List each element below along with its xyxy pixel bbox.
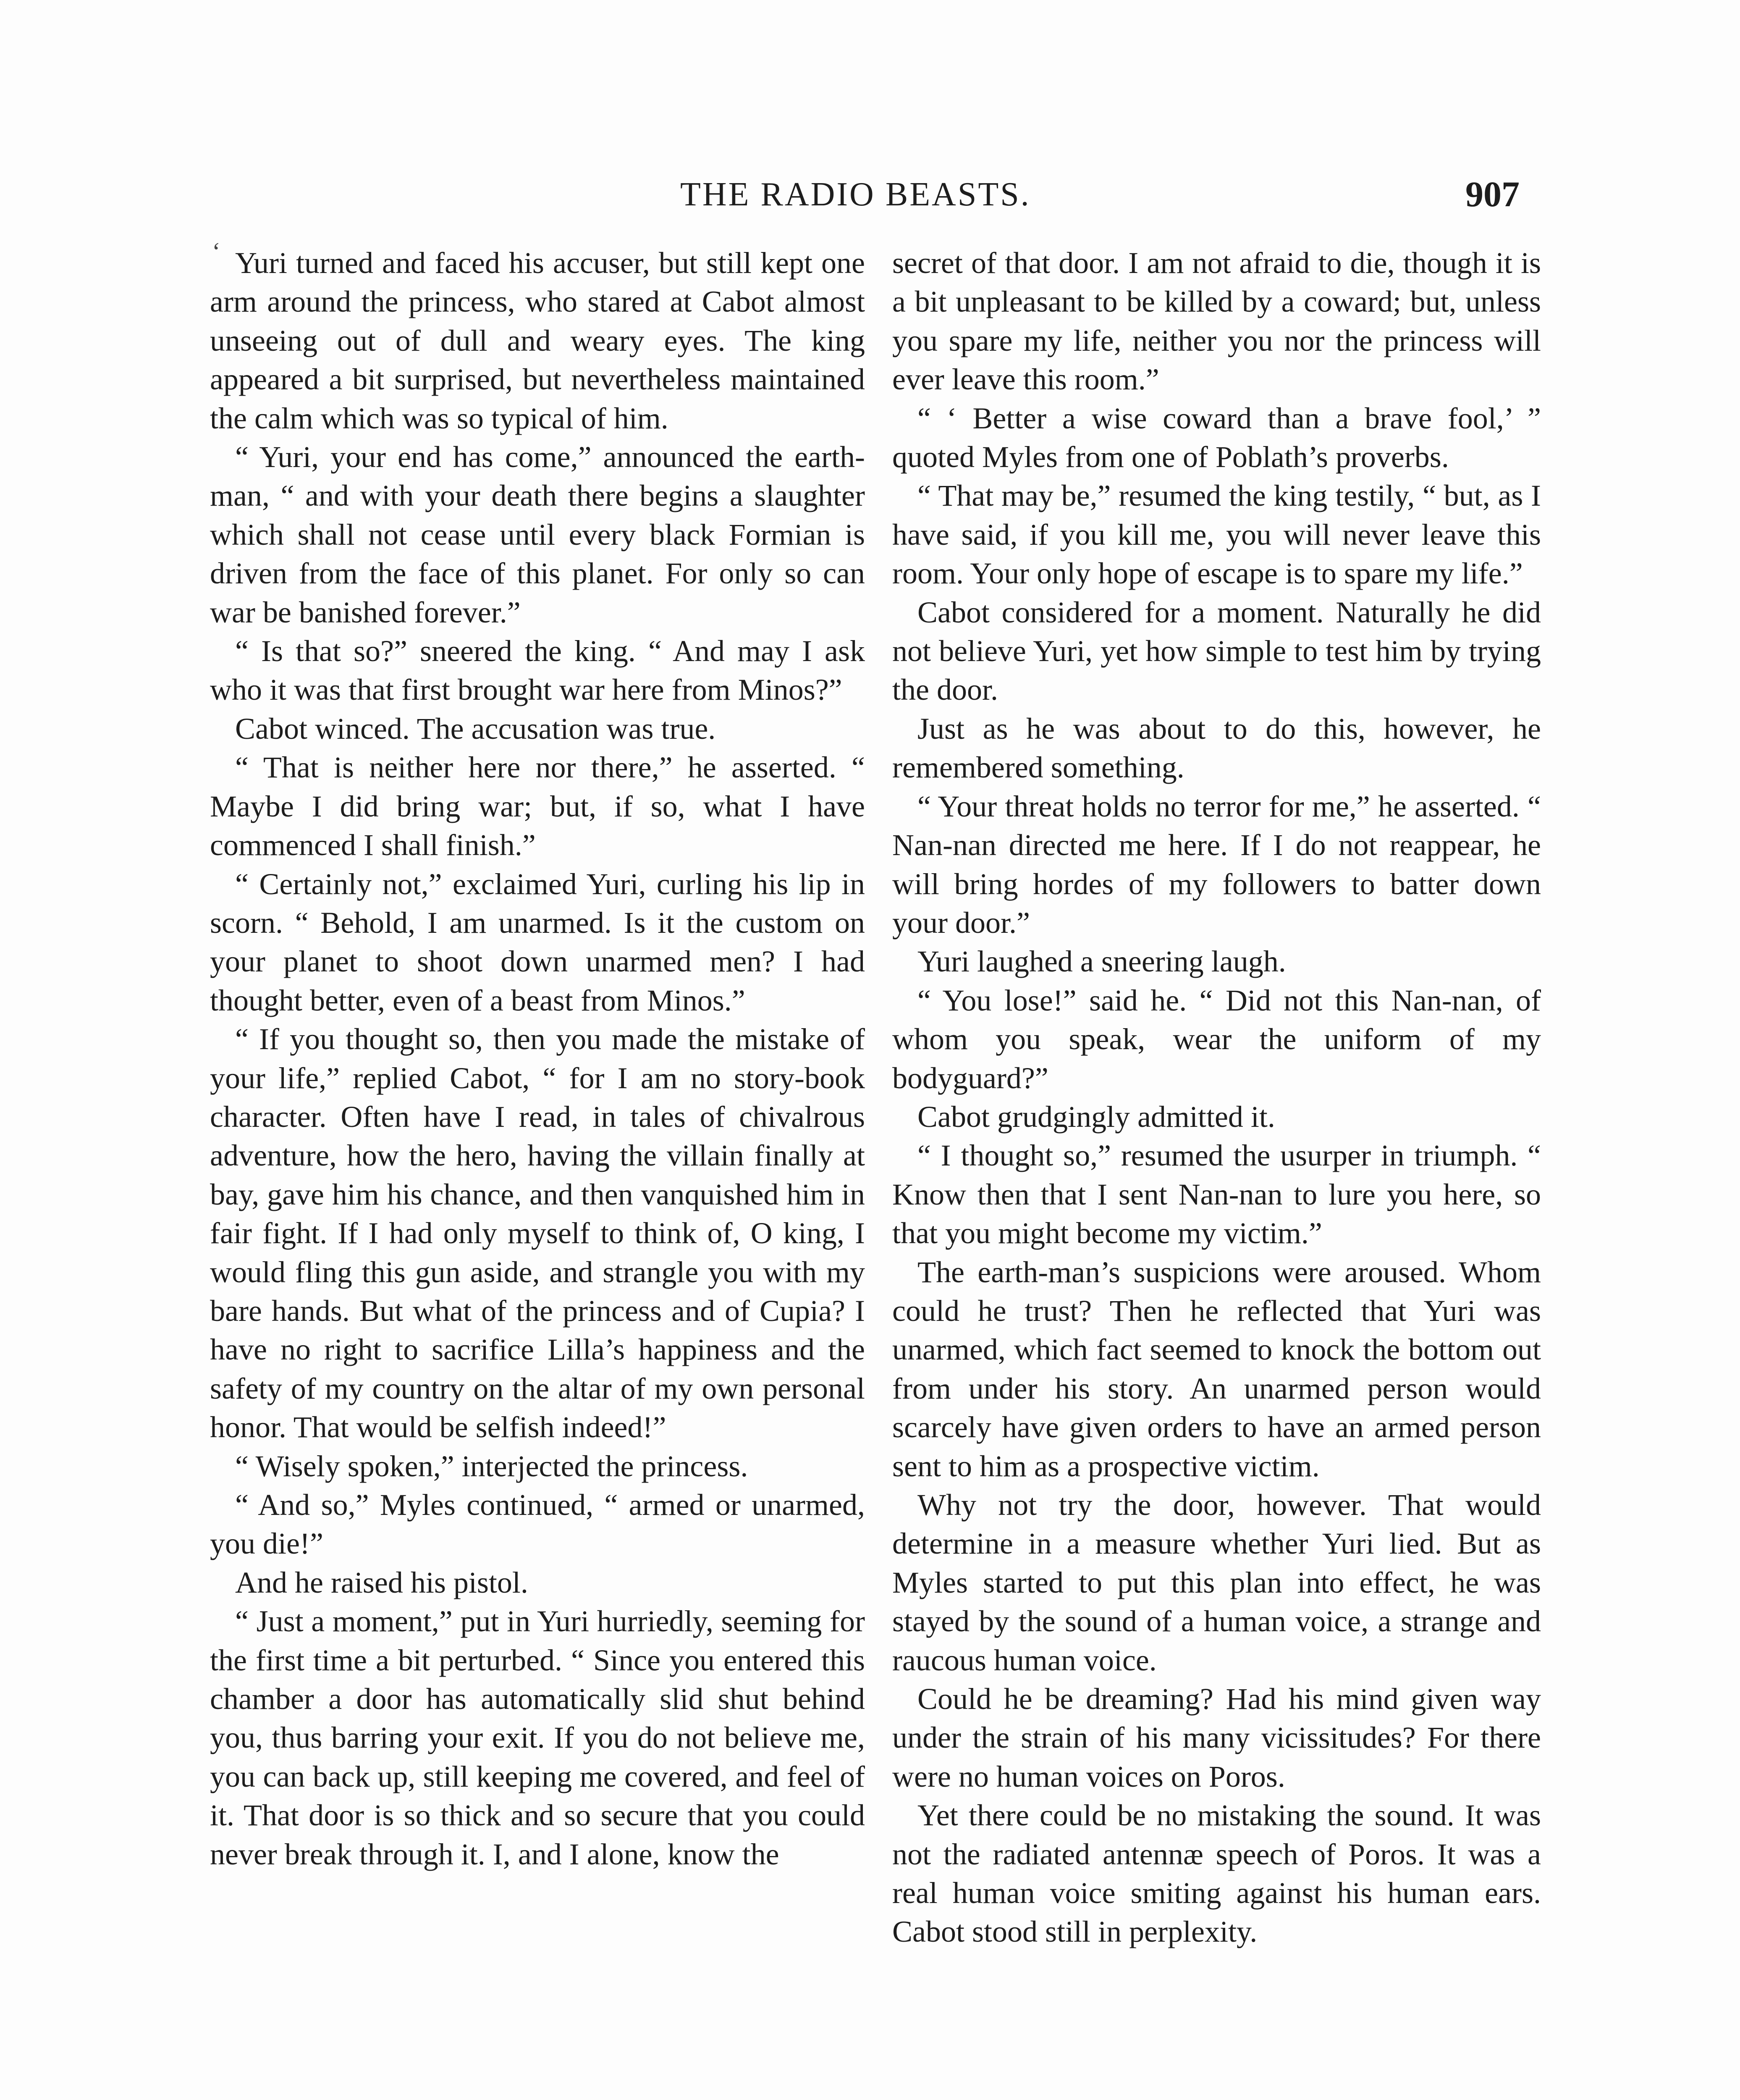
paragraph: “ Just a moment,” put in Yuri hurriedly, seeming for the first time a bit perturbed. “ Since you entered this chamber a door has automatically slid shut behind you, thus barring your exit. If you do not believe me, you can back up, still keeping me covered, and feel of it. That door is so thick and so secure that you could never break through it. I, and I alone, know the xyxy=(210,1604,865,1871)
paragraph: “ Wisely spoken,” interjected the princess. xyxy=(235,1449,748,1483)
paragraph: Could he be dreaming? Had his mind given way under the strain of his many vicissitudes? For there were no human voices on Poros. xyxy=(892,1682,1541,1793)
running-title: THE RADIO BEASTS. xyxy=(680,176,1031,213)
paragraph: The earth-man’s suspicions were aroused. Whom could he trust? Then he reflected that Yuri was unarmed, which fact seemed to knock the bottom out from under his story. An unarmed person would scarcely have given orders to have an armed person sent to him as a prospective victim. xyxy=(892,1255,1541,1483)
paragraph: “ And so,” Myles continued, “ armed or unarmed, you die!” xyxy=(210,1488,865,1561)
paragraph: Cabot grudgingly admitted it. xyxy=(917,1100,1275,1134)
page-number: 907 xyxy=(1465,174,1520,214)
paragraph: “ Yuri, your end has come,” announced the earth-man, “ and with your death there begins a slaughter which shall not cease until every black Formian is driven from the face of this planet. For only so can war be banished forever.” xyxy=(210,440,865,629)
paragraph: Just as he was about to do this, however, he remembered something. xyxy=(892,711,1541,785)
paragraph: “ Is that so?” sneered the king. “ And may I ask who it was that first brought war here from Minos?” xyxy=(210,634,865,707)
paragraph: Yuri turned and faced his accuser, but still kept one arm around the princess, who stared at Cabot almost unseeing out of dull and weary eyes. The king appeared a bit surprised, but nevertheless maintained the calm which was so typical of him. xyxy=(210,246,865,435)
paragraph: “ That may be,” resumed the king testily, “ but, as I have said, if you kill me, you will never leave this room. Your only hope of escape is to spare my life.” xyxy=(892,479,1541,591)
paragraph: Cabot winced. The accusation was true. xyxy=(235,711,716,746)
paragraph: “ You lose!” said he. “ Did not this Nan-nan, of whom you speak, wear the uniform of my bodyguard?” xyxy=(892,983,1541,1095)
paragraph: Cabot considered for a moment. Naturally he did not believe Yuri, yet how simple to test him by trying the door. xyxy=(892,595,1541,707)
paragraph: “ I thought so,” resumed the usurper in triumph. “ Know then that I sent Nan-nan to lure you here, so that you might become my victim.” xyxy=(892,1139,1541,1250)
paragraph: “ That is neither here nor there,” he asserted. “ Maybe I did bring war; but, if so, what I have commenced I shall finish.” xyxy=(210,751,865,862)
paragraph: “ ‘ Better a wise coward than a brave fool,’ ” quoted Myles from one of Poblath’s proverbs. xyxy=(892,401,1541,474)
paragraph: “ Your threat holds no terror for me,” he asserted. “ Nan-nan directed me here. If I do not reappear, he will bring hordes of my followers to batter down your door.” xyxy=(892,789,1541,940)
paragraph: “ If you thought so, then you made the mistake of your life,” replied Cabot, “ for I am no story-book character. Often have I read, in tales of chivalrous adventure, how the hero, having the villain finally at bay, gave him his chance, and then vanquished him in fair fight. If I had only myself to think of, O king, I would fling this gun aside, and strangle you with my bare hands. But what of the princess and of Cupia? I have no right to sacrifice Lilla’s happiness and the safety of my country on the altar of my own personal honor. That would be selfish indeed!” xyxy=(210,1022,865,1444)
right-column xyxy=(892,244,1541,1951)
paragraph: Why not try the door, however. That would determine in a measure whether Yuri lied. But as Myles started to put this plan into effect, he was stayed by the sound of a human voice, a strange and raucous human voice. xyxy=(892,1488,1541,1677)
paragraph-continuation: secret of that door. I am not afraid to die, though it is a bit unpleasant to be killed by a coward; but, unless you spare my life, neither you nor the princess will ever leave this room.” xyxy=(892,246,1541,396)
paragraph: And he raised his pistol. xyxy=(235,1565,528,1599)
left-column xyxy=(210,244,865,1874)
paragraph: “ Certainly not,” exclaimed Yuri, curling his lip in scorn. “ Behold, I am unarmed. Is it the custom on your planet to shoot down unarmed men? I had thought better, even of a beast from Minos.” xyxy=(210,867,865,1017)
paragraph: Yuri laughed a sneering laugh. xyxy=(917,945,1286,979)
paragraph: Yet there could be no mistaking the sound. It was not the radiated antennæ speech of Poros. It was a real human voice smiting against his human ears. Cabot stood still in perplexity. xyxy=(892,1798,1541,1949)
print-mark-icon: ʻ xyxy=(212,238,220,265)
